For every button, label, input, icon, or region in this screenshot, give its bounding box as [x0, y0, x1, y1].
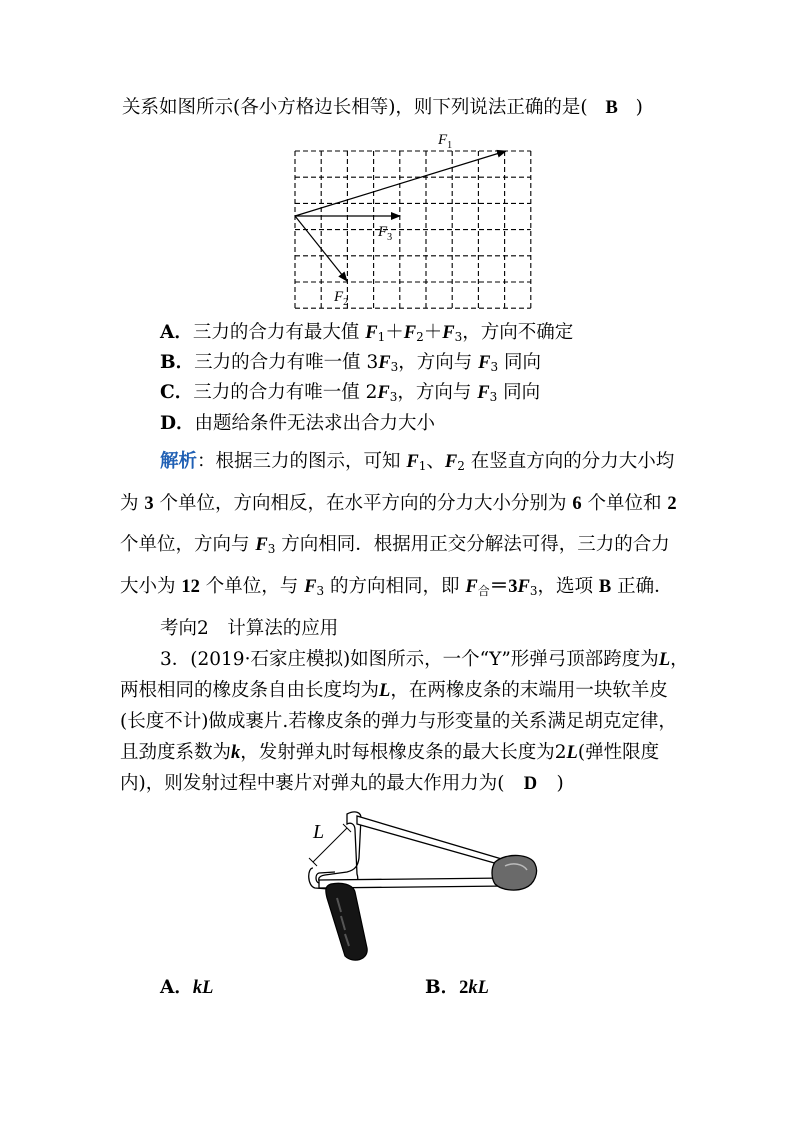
option-d-text: 由题给条件无法求出合力大小 [194, 413, 436, 434]
analysis-text: 在竖直方向的分力大小均 [464, 451, 675, 472]
analysis-line-3 [120, 533, 670, 561]
option-a-plus: ＋ [385, 322, 404, 343]
analysis-option: B [598, 577, 612, 597]
analysis-sub: 3 [529, 584, 538, 598]
analysis-text: 为 [120, 493, 145, 514]
analysis-sub: 1 [418, 459, 427, 473]
analysis-text: 正确． [611, 576, 673, 597]
analysis-number: 6 [572, 494, 582, 514]
analysis-sub: 3 [267, 542, 276, 556]
option-b-letter: B． [160, 352, 195, 373]
option-c-var: F [377, 383, 390, 403]
option-a-sub: 2 [416, 330, 424, 344]
option-b [160, 351, 541, 379]
analysis-sub: 合 [477, 584, 490, 598]
analysis-number: 2 [667, 494, 677, 514]
option-a-letter: A． [160, 322, 193, 343]
option-b-var: F [478, 353, 491, 373]
q3-var: L [566, 743, 578, 763]
option-a-var: F [442, 323, 455, 343]
option-a-text: 三力的合力有最大值 [192, 322, 366, 343]
q3-option-a [160, 976, 213, 1000]
q3-line-2 [120, 679, 668, 703]
q3-option-a-value: kL [192, 978, 214, 998]
analysis-text: 个单位，方向与 [120, 534, 256, 555]
q3-var: L [379, 681, 391, 701]
slingshot-handle [326, 883, 367, 960]
option-c-text: ，方向与 [397, 382, 478, 403]
option-a [160, 321, 573, 349]
option-a-sub: 1 [377, 330, 386, 344]
option-b-text: 三力的合力有唯一值 3 [194, 352, 379, 373]
label-f1: $F_1$ [438, 132, 453, 151]
q3-answer: D [523, 774, 538, 794]
analysis-text: 的方向相同，即 [324, 576, 466, 597]
option-d-letter: D． [160, 413, 195, 434]
analysis-line-2 [120, 492, 677, 516]
analysis-sub: 3 [316, 584, 325, 598]
q3-var: k [231, 743, 241, 763]
analysis-label: 解析 [160, 451, 198, 472]
q3-text: ，发射弹丸时每根橡皮条的最大长度为2 [240, 742, 567, 763]
analysis-text: 个单位和 [581, 493, 668, 514]
analysis-number: 3 [144, 494, 154, 514]
q2-stem-close: ) [635, 97, 643, 118]
q3-text: (弹性限度 [577, 742, 660, 763]
section-heading [160, 617, 338, 641]
q3-text: 内)，则发射过程中裹片对弹丸的最大作用力为( [120, 773, 505, 794]
analysis-equation: ＝3 [489, 577, 518, 597]
q3-line-1 [160, 648, 689, 672]
q3-line-3 [120, 710, 677, 734]
analysis-var: F [255, 535, 268, 555]
analysis-text: 个单位，与 [199, 576, 305, 597]
option-b-sub: 3 [490, 360, 499, 374]
q2-stem [122, 96, 643, 120]
analysis-line-4 [120, 575, 673, 603]
option-c [160, 381, 540, 409]
analysis-number: 12 [181, 577, 200, 597]
q3-var: L [658, 650, 671, 670]
analysis-var: F [444, 452, 458, 472]
option-a-var: F [365, 323, 378, 343]
q3-text: (长度不计)做成裹片.若橡皮条的弹力与形变量的关系满足胡克定律， [120, 711, 677, 732]
analysis-text: ，选项 [537, 576, 599, 597]
analysis-sub: 2 [457, 459, 465, 473]
q3-text: ) [556, 773, 564, 794]
option-c-text: 同向 [497, 382, 541, 403]
slingshot-figure [295, 800, 545, 965]
analysis-var: F [304, 577, 317, 597]
option-c-sub: 3 [489, 390, 498, 404]
length-label: L [313, 821, 325, 843]
force-grid-figure [270, 124, 560, 314]
leather-pouch [492, 855, 537, 890]
grid-lines [295, 151, 531, 308]
option-d [160, 412, 435, 436]
q3-line-5 [120, 772, 564, 796]
option-a-plus: ＋ [423, 322, 443, 343]
q3-line-4 [120, 741, 659, 765]
vector-f1 [295, 151, 506, 216]
q3-option-a-letter: A． [160, 977, 193, 998]
q2-stem-text: 关系如图所示(各小方格边长相等)，则下列说法正确的是( [122, 97, 588, 118]
q3-option-b [425, 976, 489, 1000]
option-b-text: 同向 [498, 352, 542, 373]
upper-rubber-band [357, 816, 505, 866]
analysis-text: 、 [426, 451, 445, 472]
option-a-var: F [403, 323, 417, 343]
label-f2: $F_2$ [334, 289, 349, 308]
q3-option-b-letter: B． [425, 977, 460, 998]
option-b-text: ，方向与 [398, 352, 479, 373]
option-a-text: ，方向不确定 [462, 322, 574, 343]
q3-text: 且劲度系数为 [120, 742, 232, 763]
analysis-text: 方向相同．根据用正交分解法可得，三力的合力 [275, 534, 670, 555]
option-a-sub: 3 [454, 330, 463, 344]
analysis-text: ：根据三力的图示，可知 [197, 451, 407, 472]
section-heading-text: 考向2 计算法的应用 [160, 618, 339, 639]
analysis-var: F [517, 577, 530, 597]
q3-number: 3．(2019·石家庄模拟) [160, 649, 351, 670]
analysis-var: F [465, 577, 478, 597]
label-f3: $F_3$ [378, 224, 393, 243]
analysis-line-1 [160, 450, 674, 478]
q2-answer: B [605, 98, 618, 118]
option-c-sub: 3 [389, 390, 398, 404]
q3-text: 两根相同的橡皮条自由长度均为 [120, 680, 380, 701]
option-c-text: 三力的合力有唯一值 2 [193, 382, 378, 403]
option-b-sub: 3 [390, 360, 399, 374]
q3-text: ，在两橡皮条的末端用一块软羊皮 [390, 680, 668, 701]
q3-text: ， [670, 649, 689, 670]
option-b-var: F [378, 353, 391, 373]
analysis-text: 大小为 [120, 576, 182, 597]
option-c-letter: C． [160, 382, 194, 403]
analysis-var: F [406, 452, 419, 472]
q3-text: 如图所示，一个“Y”形弹弓顶部跨度为 [350, 649, 659, 670]
q3-option-b-number: 2 [459, 978, 469, 998]
analysis-text: 个单位，方向相反，在水平方向的分力大小分别为 [153, 493, 573, 514]
option-c-var: F [477, 383, 490, 403]
q3-option-b-value: kL [468, 978, 489, 998]
